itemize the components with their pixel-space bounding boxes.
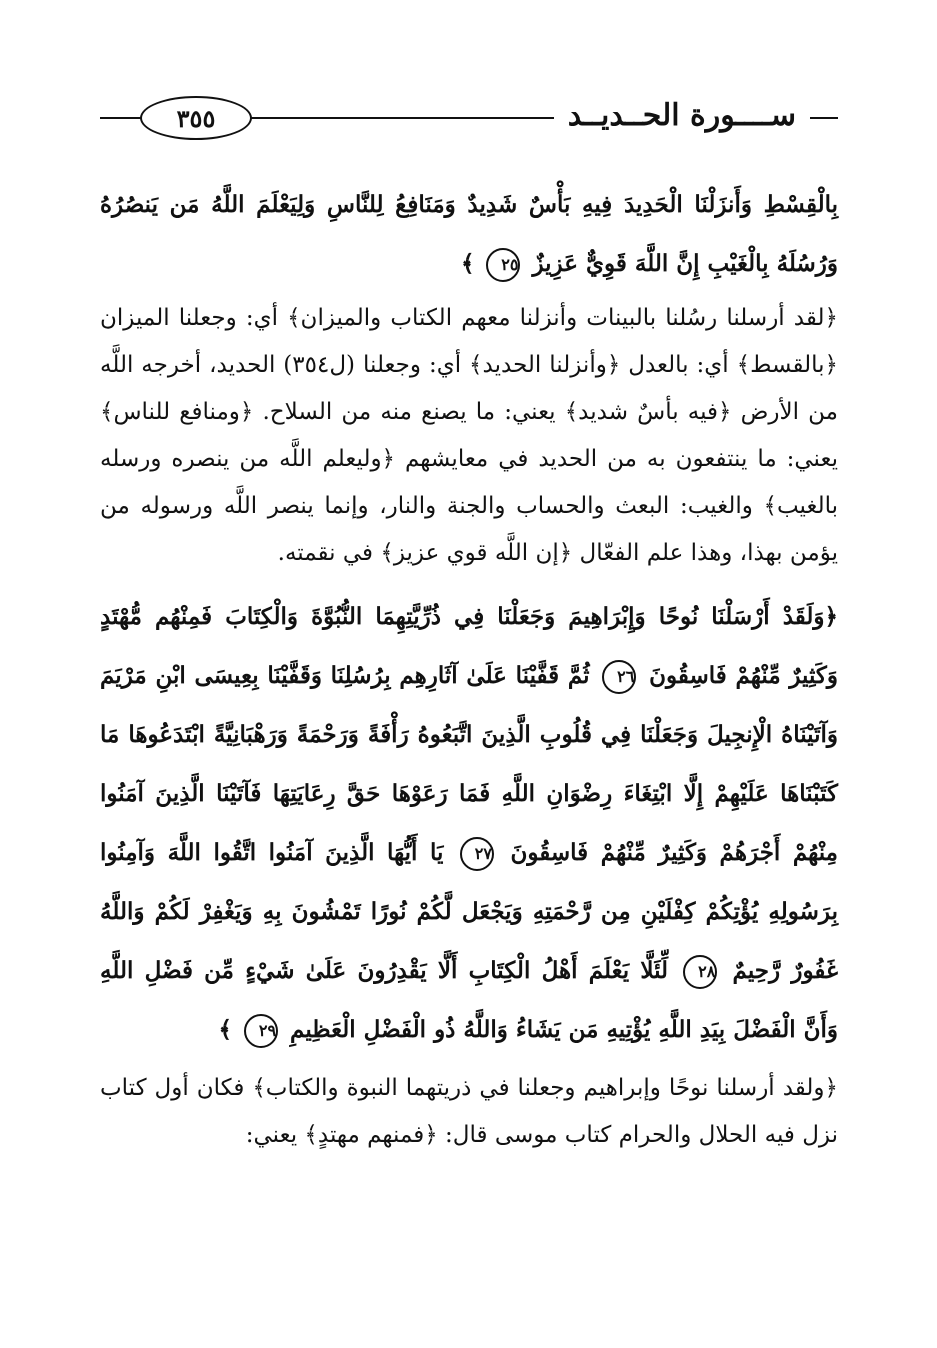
closing-bracket: ﴾ <box>218 1016 233 1043</box>
ayah-number-marker: ٢٩ <box>244 1014 278 1048</box>
verse-text: يَا أَيُّهَا الَّذِينَ آمَنُوا اتَّقُوا اللَّهَ وَآمِنُوا بِرَسُولِهِ يُؤْتِكُمْ كِفْلَيْنِ مِن رَّحْمَتِهِ وَيَجْعَل لَّكُمْ نُورًا تَمْشُونَ بِهِ وَيَغْفِرْ لَكُمْ وَاللَّهُ غَفُورٌ رَّحِيمٌ <box>100 839 838 984</box>
page-number: ٣٥٥ <box>140 96 252 140</box>
verse-text: بِالْقِسْطِ وَأَنزَلْنَا الْحَدِيدَ فِيهِ بَأْسٌ شَدِيدٌ وَمَنَافِعُ لِلنَّاسِ وَلِيَعْلَمَ اللَّهُ مَن يَنصُرُهُ وَرُسُلَهُ <box>100 191 838 277</box>
header-rule-end <box>820 117 838 119</box>
tafsir-paragraph: ﴿لقد أرسلنا رسُلنا بالبينات وأنزلنا معهم الكتاب والميزان﴾ أي: وجعلنا الميزان ﴿بالقسط﴾ أي: بالعدل ﴿وأنزلنا الحديد﴾ أي: وجعلنا (ل٣٥٤) الحديد، أخرجه اللَّه من الأرض ﴿فيه بأسٌ شديد﴾ يعني: ما يصنع منه من السلاح. ﴿ومنافع للناس﴾ يعني: ما ينتفعون به من الحديد في معايشهم ﴿وليعلم اللَّه من ينصره ورسله بالغيب﴾ والغيب: البعث والحساب والجنة والنار، وإنما ينصر اللَّه ورسوله من يؤمن بهذا، وهذا علم الفعّال ﴿إن اللَّه قوي عزيز﴾ في نقمته. <box>100 305 838 566</box>
closing-bracket: ﴾ <box>460 250 475 277</box>
ayah-number-marker: ٢٧ <box>460 837 494 871</box>
ayah-number-marker: ٢٦ <box>602 660 636 694</box>
quran-verses-26-29 <box>100 587 838 1059</box>
ayah-number-marker: ٢٨ <box>683 955 717 989</box>
page-header <box>100 92 838 140</box>
tafsir-paragraph: ﴿ولقد أرسلنا نوحًا وإبراهيم وجعلنا في ذريتهما النبوة والكتاب﴾ فكان أول كتاب نزل فيه الحلال والحرام كتاب موسى قال: ﴿فمنهم مهتدٍ﴾ يعني: <box>100 1075 838 1148</box>
surah-title: ســــورة الحــديــد <box>554 92 810 140</box>
page-body <box>100 175 838 1159</box>
ayah-number-marker: ٢٥ <box>486 248 520 282</box>
quran-verse-25 <box>100 175 838 293</box>
verse-text: ﴿وَلَقَدْ أَرْسَلْنَا نُوحًا وَإِبْرَاهِيمَ وَجَعَلْنَا فِي ذُرِّيَّتِهِمَا النُّبُوَّةَ وَالْكِتَابَ فَمِنْهُم مُّهْتَدٍ وَكَثِيرٌ مِّنْهُمْ فَاسِقُونَ <box>100 603 838 689</box>
verse-text: لِّئَلَّا يَعْلَمَ أَهْلُ الْكِتَابِ أَلَّا يَقْدِرُونَ عَلَىٰ شَيْءٍ مِّن فَضْلِ اللَّهِ وَأَنَّ الْفَضْلَ بِيَدِ اللَّهِ يُؤْتِيهِ مَن يَشَاءُ وَاللَّهُ ذُو الْفَضْلِ الْعَظِيمِ <box>100 957 838 1043</box>
verse-text: ثُمَّ قَفَّيْنَا عَلَىٰ آثَارِهِم بِرُسُلِنَا وَقَفَّيْنَا بِعِيسَى ابْنِ مَرْيَمَ وَآتَيْنَاهُ الْإِنجِيلَ وَجَعَلْنَا فِي قُلُوبِ الَّذِينَ اتَّبَعُوهُ رَأْفَةً وَرَحْمَةً وَرَهْبَانِيَّةً ابْتَدَعُوهَا مَا كَتَبْنَاهَا عَلَيْهِمْ إِلَّا ابْتِغَاءَ رِضْوَانِ اللَّهِ فَمَا رَعَوْهَا حَقَّ رِعَايَتِهَا فَآتَيْنَا الَّذِينَ آمَنُوا مِنْهُمْ أَجْرَهُمْ وَكَثِيرٌ مِّنْهُمْ فَاسِقُونَ <box>100 662 838 866</box>
verse-text: بِالْغَيْبِ إِنَّ اللَّهَ قَوِيٌّ عَزِيزٌ <box>532 250 769 277</box>
